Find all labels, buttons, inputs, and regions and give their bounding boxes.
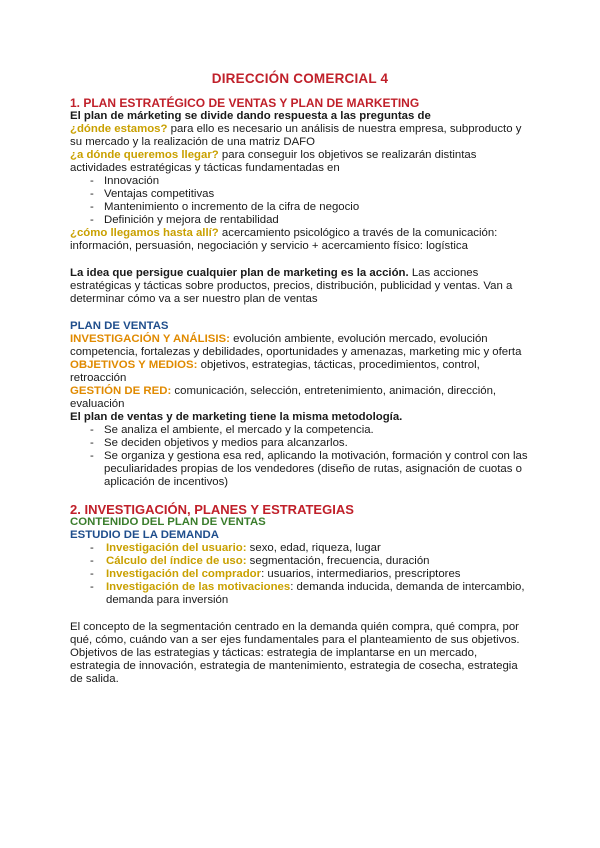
list-item: - Se organiza y gestiona esa red, aplicando la motivación, formación y control con las peculiaridades propias de los vendedores (diseño de rutas, asignación de cuotas o aplicación de incentivos) [90, 450, 530, 489]
plan-investigacion-label: INVESTIGACIÓN Y ANÁLISIS: [70, 333, 230, 345]
document-title: DIRECCIÓN COMERCIAL 4 [211, 71, 389, 86]
segmentation-paragraph: El concepto de la segmentación centrado en la demanda quién compra, qué compra, por qué, cómo, cuándo van a ser ejes fundamentales para el planteamiento de sus objetivos. [70, 621, 520, 646]
question-how-text: acercamiento psicológico a través de la comunicación: información, persuasión, negociación y servicio + acercamiento físico: logística [70, 227, 498, 252]
demand-label: Investigación del comprador [106, 568, 262, 580]
demand-label: Cálculo del índice de uso: [106, 555, 247, 567]
strategies-paragraph: Objetivos de las estrategias y tácticas: estrategia de implantarse en un mercado, estrategia de innovación, estrategia de mantenimiento, estrategia de cosecha, estrategia de salida. [70, 647, 518, 685]
plan-red [70, 385, 530, 411]
demand-text: : usuarios, intermediarios, prescriptores [261, 568, 461, 580]
list-item [90, 581, 530, 607]
document-page [70, 72, 530, 686]
s2-subheading-2: ESTUDIO DE LA DEMANDA [70, 529, 219, 541]
demand-list [70, 542, 530, 607]
question-where-label: ¿dónde estamos? [70, 123, 168, 135]
question-goal-text: para conseguir los objetivos se realizarán distintas actividades estratégicas y tácticas fundamentadas en [70, 149, 477, 174]
list-item [90, 555, 530, 568]
list-item: - Se deciden objetivos y medios para alcanzarlos. [90, 437, 530, 450]
question-goal [70, 149, 530, 175]
idea-text: Las acciones estratégicas y tácticas sobre productos, precios, distribución, publicidad y ventas. Van a determinar cómo va a ser nuestro plan de ventas [70, 267, 513, 305]
question-where-text: para ello es necesario un análisis de nuestra empresa, subproducto y su mercado y la realización de una matriz DAFO [70, 123, 522, 148]
list-item: - Mantenimiento o incremento de la cifra de negocio [90, 201, 530, 214]
list-item: - Innovación [90, 175, 530, 188]
demand-text: : demanda inducida, demanda de intercambio, demanda para inversión [106, 581, 525, 606]
idea-paragraph [70, 267, 530, 306]
list-item: - Se analiza el ambiente, el mercado y la competencia. [90, 424, 530, 437]
plan-investigacion-text: evolución ambiente, evolución mercado, evolución competencia, fortalezas y debilidades, oportunidades y amenazas, marketing mic y oferta [70, 333, 522, 358]
demand-label: Investigación del usuario: [106, 542, 247, 554]
list-item: - Definición y mejora de rentabilidad [90, 214, 530, 227]
question-goal-label: ¿a dónde queremos llegar? [70, 149, 219, 161]
goal-list [70, 175, 530, 227]
demand-text: sexo, edad, riqueza, lugar [246, 542, 381, 554]
section-1-heading: 1. PLAN ESTRATÉGICO DE VENTAS Y PLAN DE MARKETING [70, 96, 420, 110]
section-2-heading: 2. INVESTIGACIÓN, PLANES Y ESTRATEGIAS [70, 502, 354, 517]
list-item [90, 568, 530, 581]
idea-bold: La idea que persigue cualquier plan de marketing es la acción. [70, 267, 409, 279]
s2-subheading: CONTENIDO DEL PLAN DE VENTAS [70, 516, 266, 528]
plan-investigacion [70, 333, 530, 359]
demand-text: segmentación, frecuencia, duración [246, 555, 430, 567]
s1-intro: El plan de márketing se divide dando respuesta a las preguntas de [70, 110, 431, 122]
plan-method: El plan de ventas y de marketing tiene la misma metodología. [70, 411, 403, 423]
question-where [70, 123, 530, 149]
list-item: - Ventajas competitivas [90, 188, 530, 201]
question-how-label: ¿cómo llegamos hasta allí? [70, 227, 219, 239]
plan-objetivos [70, 359, 530, 385]
plan-objetivos-text: objetivos, estrategias, tácticas, procedimientos, control, retroacción [70, 359, 480, 384]
demand-label: Investigación de las motivaciones [106, 581, 291, 593]
plan-red-text: comunicación, selección, entretenimiento, animación, dirección, evaluación [70, 385, 497, 410]
plan-heading: PLAN DE VENTAS [70, 320, 169, 332]
plan-steps [70, 424, 530, 489]
plan-objetivos-label: OBJETIVOS Y MEDIOS: [70, 359, 198, 371]
list-item [90, 542, 530, 555]
question-how [70, 227, 530, 253]
plan-red-label: GESTIÓN DE RED: [70, 385, 172, 397]
